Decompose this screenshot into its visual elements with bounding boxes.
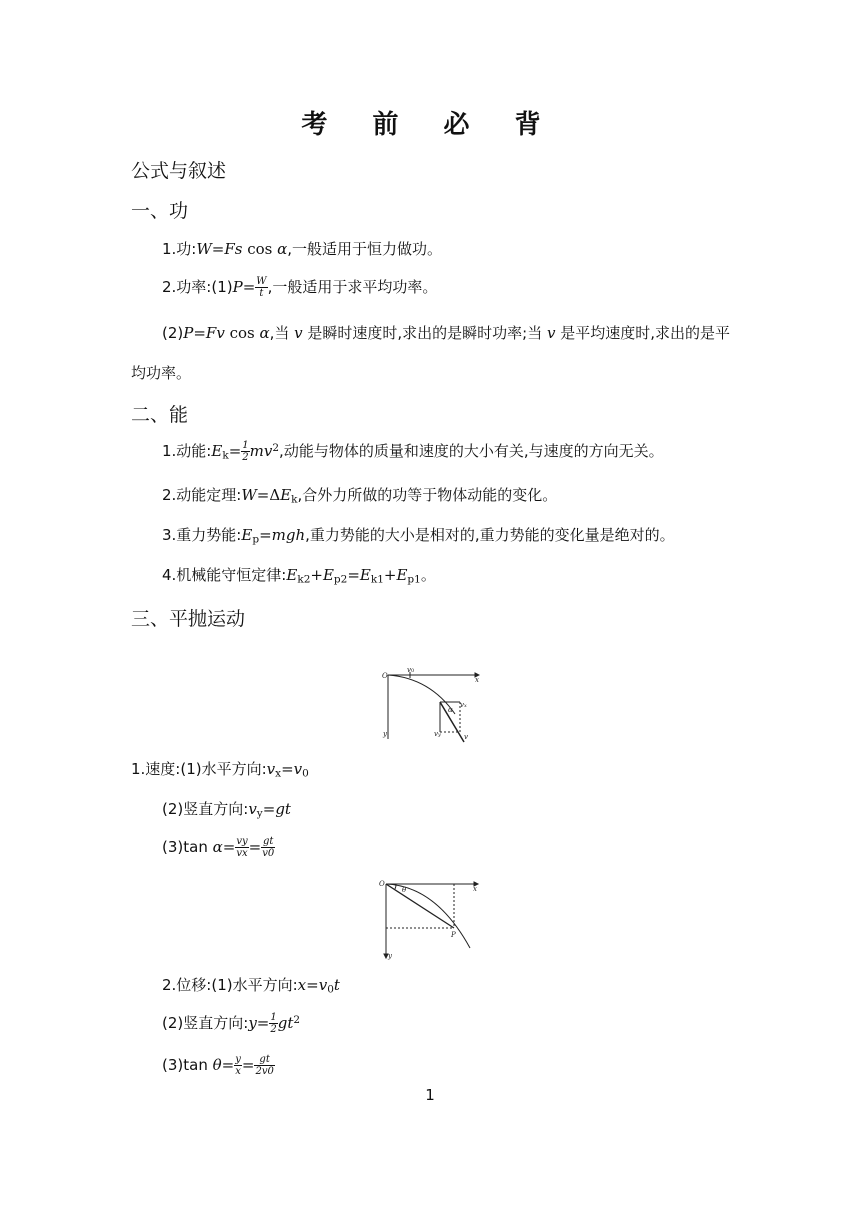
fig2-p-label: P (451, 931, 456, 939)
fig1-origin: O (382, 672, 388, 680)
fig1-x-label: x (475, 676, 479, 684)
section-heading: 公式与叙述 (131, 160, 227, 182)
page-title: 考 前 必 背 (301, 110, 559, 140)
speed-line-3: (3)tan α= $\frac{vy}{vx}$ = $\frac{gt}{v0}$ (162, 836, 275, 859)
velocity-diagram (380, 664, 480, 744)
projectile-heading: 三、平抛运动 (131, 608, 246, 630)
disp-line-3: (3)tan θ= $\frac{y}{x}$ = $\frac{gt}{2v0}$ (162, 1054, 274, 1077)
speed-line-1: 1.速度:(1)水平方向$:v_x=v_0$ (131, 760, 309, 780)
fig1-alpha-label: α (448, 706, 453, 714)
page-number: 1 (425, 1086, 435, 1104)
fig2-y-label: y (388, 952, 392, 960)
power-fraction: $\frac{W}{t}$ (256, 276, 267, 299)
work-line-2: 2.功率:(1)P= $\frac{W}{t}$ ,一般适用于求平均功率。 (162, 276, 438, 299)
displacement-diagram (376, 874, 480, 960)
fig2-origin: O (379, 880, 385, 888)
work-heading: 一、功 (131, 200, 189, 222)
kinetic-fraction: $\frac{1}{2}$ (242, 440, 249, 463)
trajectory-curve (386, 884, 470, 948)
energy-line-3: 3.重力势能$:E_p=mgh$,重力势能的大小是相对的,重力势能的变化量是绝对的。 (162, 526, 675, 546)
displacement-vector (386, 884, 454, 928)
work-line-1: 1.功:W=Fs cos α,一般适用于恒力做功。 (162, 240, 443, 258)
fig1-v0-label: v0 (407, 666, 415, 674)
energy-line-1: 1.动能$:E_k=$ $\frac{1}{2}$ $mv^2$,动能与物体的质量和速度的大小有关,与速度的方向无关。 (162, 440, 664, 463)
fig1-v-label: v (464, 733, 468, 741)
fig1-vx-label: vx (460, 701, 467, 709)
fig2-theta-label: θ (402, 886, 407, 894)
energy-line-2: 2.动能定理$:W=\Delta E_k$,合外力所做的功等于物体动能的变化。 (162, 486, 558, 506)
fig2-x-label: x (473, 885, 477, 893)
energy-line-4: 4.机械能守恒定律$:E_{k2}+E_{p2}=E_{k1}+E_{p1}$。 (162, 566, 436, 586)
fig1-vy-label: vy (434, 730, 441, 738)
fig1-y-label: y (383, 730, 387, 738)
trajectory-curve (388, 675, 455, 714)
energy-heading: 二、能 (131, 404, 189, 426)
disp-line-2: (2)竖直方向:y= $\frac{1}{2}$ $gt^2$ (162, 1012, 301, 1035)
work-line-4: 均功率。 (131, 364, 192, 382)
disp-line-1: 2.位移:(1)水平方向$:x=v_0t$ (162, 976, 340, 996)
work-line-3: (2)P=Fv cos α,当 v 是瞬时速度时,求出的是瞬时功率;当 v 是平均速度时,求出的是平 (162, 324, 731, 342)
speed-line-2: (2)竖直方向$:v_y=gt$ (162, 800, 291, 820)
